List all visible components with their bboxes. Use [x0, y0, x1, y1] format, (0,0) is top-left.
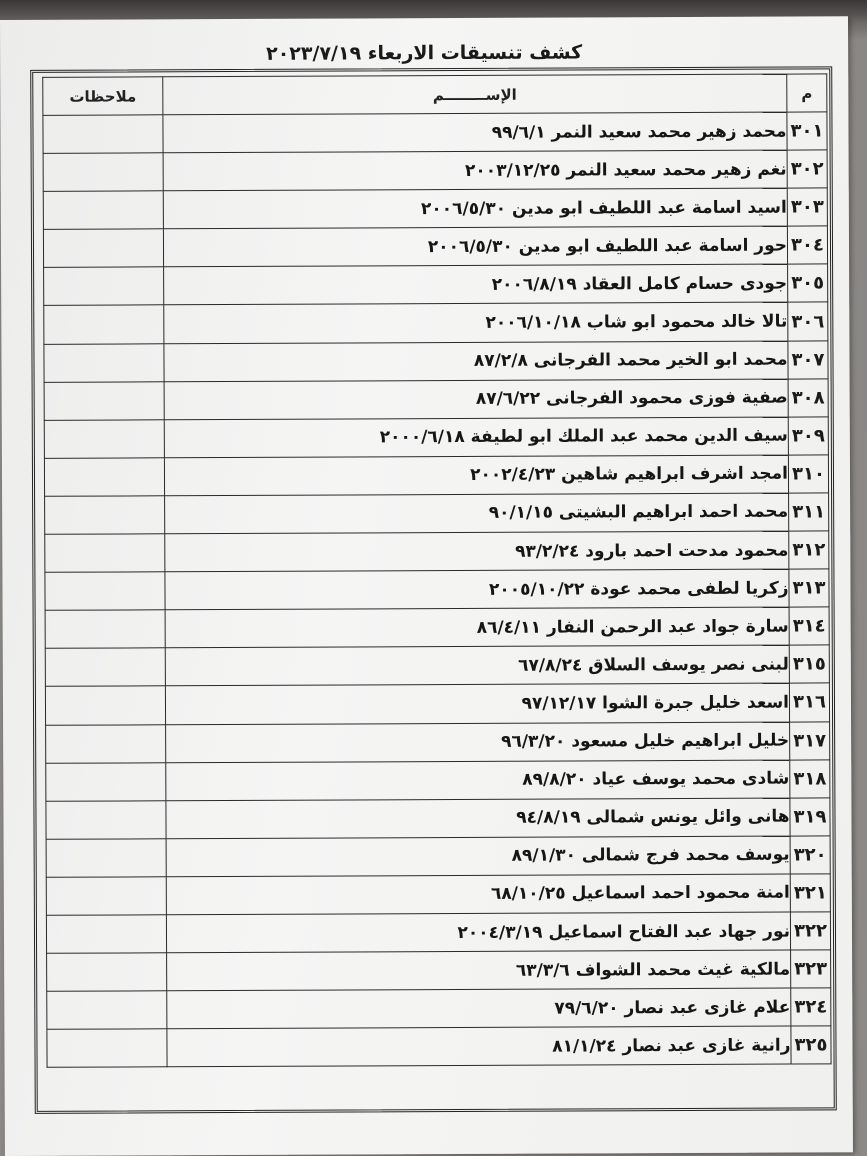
row-notes [46, 724, 166, 763]
header-row [43, 74, 827, 115]
row-notes [45, 572, 165, 611]
header-notes: ملاحظات [43, 77, 163, 116]
row-notes [45, 610, 165, 649]
row-notes [43, 191, 163, 230]
row-name: هانى وائل يونس شمالى ٩٤/٨/١٩ [166, 798, 790, 839]
table-row [46, 836, 830, 878]
row-notes [45, 648, 165, 687]
row-name: خليل ابراهيم خليل مسعود ٩٦/٣/٢٠ [166, 722, 790, 763]
row-number: ٣٢٠ [790, 836, 830, 874]
row-name: نور جهاد عبد الفتاح اسماعيل ٢٠٠٤/٣/١٩ [166, 912, 790, 953]
row-number: ٣١٩ [790, 798, 830, 836]
row-name: لبنى نصر يوسف السلاق ٦٧/٨/٢٤ [165, 645, 789, 686]
table-row [43, 226, 827, 268]
row-number: ٣١٧ [790, 721, 830, 759]
page-title: كشف تنسيقات الاربعاء ٢٠٢٣/٧/١٩ [266, 41, 583, 65]
table-row [46, 798, 830, 840]
table-row [46, 721, 830, 763]
table-row [47, 988, 831, 1030]
row-name: جودى حسام كامل العقاد ٢٠٠٦/٨/١٩ [164, 264, 788, 305]
row-notes [43, 229, 163, 268]
table-row [43, 112, 827, 154]
table-row [46, 759, 830, 801]
row-name: علام غازى عبد نصار ٧٩/٦/٢٠ [167, 988, 791, 1029]
row-notes [44, 381, 164, 420]
row-number: ٣٠٨ [788, 379, 828, 417]
row-name: محمد احمد ابراهيم البشيتى ٩٠/١/١٥ [165, 493, 789, 534]
row-notes [46, 800, 166, 839]
table-row [44, 340, 828, 382]
row-number: ٣٢٣ [791, 950, 831, 988]
row-number: ٣٠٧ [788, 340, 828, 378]
row-number: ٣١٣ [789, 569, 829, 607]
row-number: ٣١٢ [789, 531, 829, 569]
table-row [47, 1026, 831, 1068]
header-num: م [787, 74, 827, 112]
row-name: امنة محمود احمد اسماعيل ٦٨/١٠/٢٥ [166, 874, 790, 915]
row-name: رانية غازى عبد نصار ٨١/١/٢٤ [167, 1026, 791, 1067]
row-notes [44, 267, 164, 306]
row-notes [45, 686, 165, 725]
table-row [46, 912, 830, 954]
row-notes [47, 1029, 167, 1068]
row-notes [46, 762, 166, 801]
table-row [44, 417, 828, 459]
row-number: ٣١٨ [790, 759, 830, 797]
table-row [45, 531, 829, 573]
row-notes [44, 458, 164, 497]
table-row [45, 607, 829, 649]
row-notes [43, 115, 163, 154]
row-name: تالا خالد محمود ابو شاب ٢٠٠٦/١٠/١٨ [164, 303, 788, 344]
row-notes [45, 534, 165, 573]
row-name: محمد ابو الخير محمد الفرجانى ٨٧/٢/٨ [164, 341, 788, 382]
row-number: ٣٢٤ [791, 988, 831, 1026]
row-number: ٣٠٩ [788, 417, 828, 455]
row-name: سيف الدين محمد عبد الملك ابو لطيفة ٢٠٠٠/٦/١٨ [164, 417, 788, 458]
row-name: اسيد اسامة عبد اللطيف ابو مدين ٢٠٠٦/٥/٣٠ [163, 188, 787, 229]
row-name: سارة جواد عبد الرحمن النفار ٨٦/٤/١١ [165, 607, 789, 648]
table-row [43, 188, 827, 230]
row-number: ٣٠٢ [787, 150, 827, 188]
row-name: نغم زهير محمد سعيد النمر ٢٠٠٣/١٢/٢٥ [163, 150, 787, 191]
table-row [44, 379, 828, 421]
row-number: ٣٠٣ [787, 188, 827, 226]
table-row [43, 150, 827, 192]
row-notes [43, 153, 163, 192]
table-row [45, 683, 829, 725]
row-notes [47, 953, 167, 992]
table-row [44, 264, 828, 306]
row-number: ٣١٤ [789, 607, 829, 645]
paper-sheet [0, 16, 853, 1156]
row-name: مالكية غيث محمد الشواف ٦٣/٣/٦ [167, 950, 791, 991]
header-name: الإســــــــم [163, 74, 787, 115]
row-notes [46, 877, 166, 916]
row-notes [44, 305, 164, 344]
row-name: محمد زهير محمد سعيد النمر ٩٩/٦/١ [163, 112, 787, 153]
row-name: امجد اشرف ابراهيم شاهين ٢٠٠٢/٤/٢٣ [164, 455, 788, 496]
row-notes [46, 839, 166, 878]
row-name: شادى محمد يوسف عياد ٨٩/٨/٢٠ [166, 760, 790, 801]
names-table [42, 73, 831, 1068]
table-row [45, 569, 829, 611]
table-row [44, 455, 828, 497]
row-number: ٣٠١ [787, 112, 827, 150]
table-row [45, 493, 829, 535]
row-notes [45, 496, 165, 535]
table-row [46, 874, 830, 916]
row-notes [47, 991, 167, 1030]
table-row [44, 302, 828, 344]
row-name: حور اسامة عبد اللطيف ابو مدين ٢٠٠٦/٥/٣٠ [163, 226, 787, 267]
row-name: زكريا لطفى محمد عودة ٢٠٠٥/١٠/٢٢ [165, 569, 789, 610]
row-number: ٣١١ [789, 493, 829, 531]
row-name: اسعد خليل جبرة الشوا ٩٧/١٢/١٧ [165, 683, 789, 724]
row-notes [44, 343, 164, 382]
row-name: محمود مدحت احمد بارود ٩٣/٢/٢٤ [165, 531, 789, 572]
row-number: ٣٠٦ [788, 302, 828, 340]
table-row [45, 645, 829, 687]
row-number: ٣١٠ [788, 455, 828, 493]
row-number: ٣١٥ [789, 645, 829, 683]
row-number: ٣١٦ [789, 683, 829, 721]
row-number: ٣٠٤ [787, 226, 827, 264]
row-notes [46, 915, 166, 954]
table-row [47, 950, 831, 992]
row-name: يوسف محمد فرج شمالى ٨٩/١/٣٠ [166, 836, 790, 877]
row-number: ٣٢٢ [790, 912, 830, 950]
row-name: صفية فوزى محمود الفرجانى ٨٧/٦/٢٢ [164, 379, 788, 420]
row-number: ٣٢١ [790, 874, 830, 912]
row-number: ٣٢٥ [791, 1026, 831, 1064]
row-number: ٣٠٥ [788, 264, 828, 302]
row-notes [44, 420, 164, 459]
